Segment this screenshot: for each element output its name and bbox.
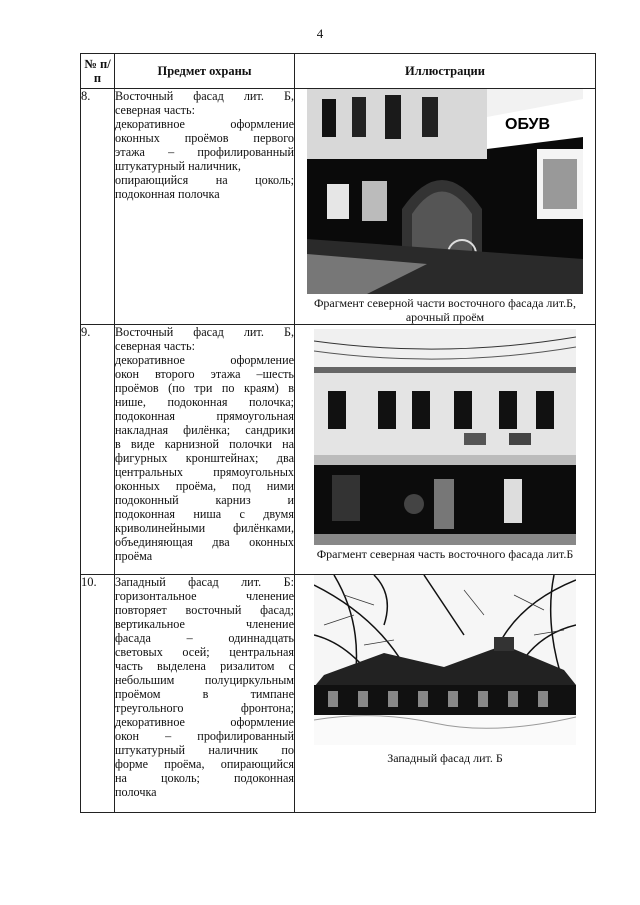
description-line: фигурных кронштейнах; два (115, 451, 294, 465)
description-line: окон – профилированный (115, 729, 294, 743)
description-line: горизонтальное членение (115, 589, 294, 603)
description-line: центральных прямоугольных (115, 465, 294, 479)
description-line: штукатурный наличник по (115, 743, 294, 757)
description-line: оконных проёма, под ними (115, 479, 294, 493)
description-line: форме проёма, опирающийся (115, 757, 294, 771)
description-line: декоративное оформление (115, 353, 294, 367)
description-line: треугольного фронтона; (115, 701, 294, 715)
photo-caption: Фрагмент северной части восточного фасада лит.Б, арочный проём (313, 296, 577, 324)
description-line: штукатурный наличник, (115, 159, 241, 173)
table-row (81, 325, 596, 575)
description-line: полочка (115, 785, 157, 799)
description-line: подоконный карниз и (115, 493, 294, 507)
description-line: декоративное оформление (115, 715, 294, 729)
row-description (115, 89, 295, 325)
description-line: фасада – одиннадцать (115, 631, 294, 645)
row-description (115, 575, 295, 813)
description-line: на цоколь; подоконная (115, 771, 294, 785)
description-line: проёмов (по три по краям) в (115, 381, 294, 395)
description-line: Западный фасад лит. Б: (115, 575, 294, 589)
description-line: подоконная прямоугольная (115, 409, 294, 423)
description-line: криволинейными филёнками, (115, 521, 294, 535)
row-illustration (295, 325, 596, 575)
row-illustration (295, 89, 596, 325)
description-line: опирающийся на цоколь; (115, 173, 294, 187)
header-num: № п/п (81, 54, 115, 89)
description-line: вертикальное членение (115, 617, 294, 631)
description-line: накладная филёнка; сандрики (115, 423, 294, 437)
description-line: объединяющая два оконных (115, 535, 294, 549)
description-line: окон второго этажа –шесть (115, 367, 294, 381)
photo-caption: Фрагмент северная часть восточного фасада лит.Б (316, 547, 574, 561)
description-line: Восточный фасад лит. Б, (115, 89, 294, 103)
description-line: подоконная полочка (115, 187, 220, 201)
description-line: северная часть: (115, 339, 195, 353)
table-row (81, 575, 596, 813)
description-line: проёмом в тимпане (115, 687, 294, 701)
row-num: 10. (81, 575, 115, 813)
table-row (81, 89, 596, 325)
description-line: повторяет восточный фасад; (115, 603, 294, 617)
description-line: декоративное оформление (115, 117, 294, 131)
row-illustration (295, 575, 596, 813)
description-line: проёма (115, 549, 153, 563)
description-line: оконных проёмов первого (115, 131, 294, 145)
header-illustrations: Иллюстрации (295, 54, 596, 89)
description-line: нише, подоконная полочка; (115, 395, 294, 409)
row-description (115, 325, 295, 575)
photo-second-floor-facade (314, 329, 576, 545)
description-line: часть выделена ризалитом с (115, 659, 294, 673)
photo-arched-opening (307, 89, 583, 294)
protection-table (80, 53, 596, 813)
description-line: северная часть: (115, 103, 195, 117)
description-line: небольшим полуциркульным (115, 673, 294, 687)
row-num: 8. (81, 89, 115, 325)
photo-west-facade (314, 575, 576, 745)
photo-caption: Западный фасад лит. Б (387, 751, 503, 765)
description-line: этажа – профилированный (115, 145, 294, 159)
row-num: 9. (81, 325, 115, 575)
description-line: в виде карнизной полочки на (115, 437, 294, 451)
description-line: Восточный фасад лит. Б, (115, 325, 294, 339)
table-header-row (81, 54, 596, 89)
header-subject: Предмет охраны (115, 54, 295, 89)
shop-sign-text: ОБУВ (505, 116, 551, 133)
description-line: световых осей; центральная (115, 645, 294, 659)
description-line: подоконная ниша с двумя (115, 507, 294, 521)
page-number: 4 (316, 26, 324, 41)
